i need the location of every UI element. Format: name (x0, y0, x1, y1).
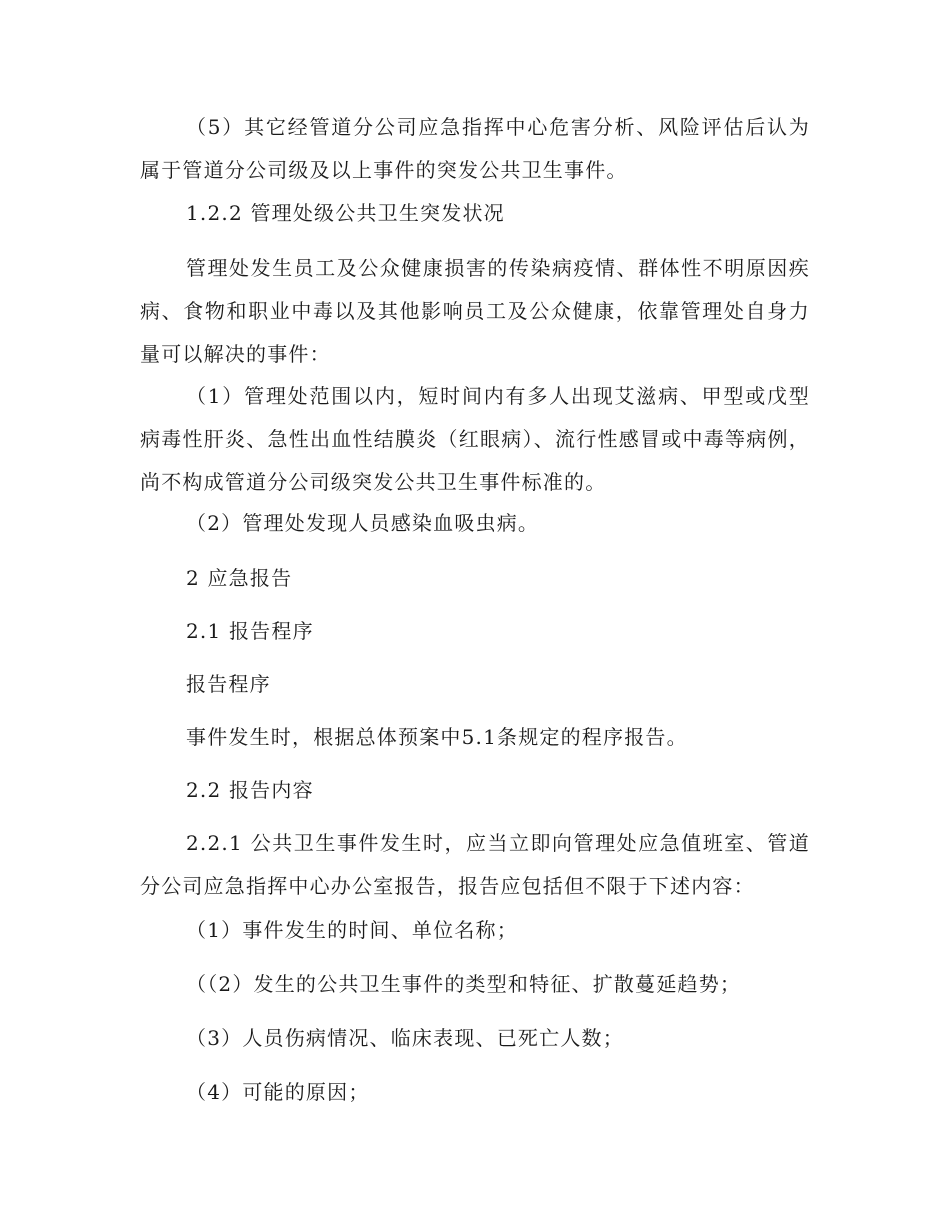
list-item-3-casualties: （3）人员伤病情况、临床表现、已死亡人数； (186, 1026, 624, 1050)
section-heading-2-1-report-procedure: 2.1 报告程序 (186, 619, 314, 643)
paragraph-item-5-public-health-event: （5）其它经管道分公司应急指挥中心危害分析、风险评估后认为属于管道分公司级及以上事件的突发公共卫生事件。 (140, 115, 810, 182)
section-heading-1-2-2: 1.2.2 管理处级公共卫生突发状况 (186, 201, 505, 225)
paragraph-item-1-disease-cases: （1）管理处范围以内，短时间内有多人出现艾滋病、甲型或戊型病毒性肝炎、急性出血性结膜炎（红眼病）、流行性感冒或中毒等病例，尚不构成管道分公司级突发公共卫生事件标准的。 (140, 384, 810, 494)
paragraph-management-office-definition: 管理处发生员工及公众健康损害的传染病疫情、群体性不明原因疾病、食物和职业中毒以及其他影响员工及公众健康，依靠管理处自身力量可以解决的事件： (140, 256, 810, 366)
paragraph-report-procedure-text: 事件发生时，根据总体预案中5.1条规定的程序报告。 (186, 725, 688, 749)
list-item-4-possible-causes: （4）可能的原因； (186, 1080, 370, 1104)
section-heading-2-emergency-report: 2 应急报告 (186, 566, 293, 590)
list-item-1-time-unit: （1）事件发生的时间、单位名称； (186, 918, 518, 942)
list-item-2-event-type: （（2）发生的公共卫生事件的类型和特征、扩散蔓延趋势； (186, 972, 742, 996)
paragraph-2-2-1-report-requirements: 2.2.1 公共卫生事件发生时，应当立即向管理处应急值班室、管道分公司应急指挥中心办公室报告，报告应包括但不限于下述内容： (140, 831, 810, 898)
section-heading-2-2-report-content: 2.2 报告内容 (186, 778, 314, 802)
paragraph-report-procedure-label: 报告程序 (186, 672, 271, 696)
paragraph-item-2-schistosomiasis: （2）管理处发现人员感染血吸虫病。 (186, 511, 540, 535)
